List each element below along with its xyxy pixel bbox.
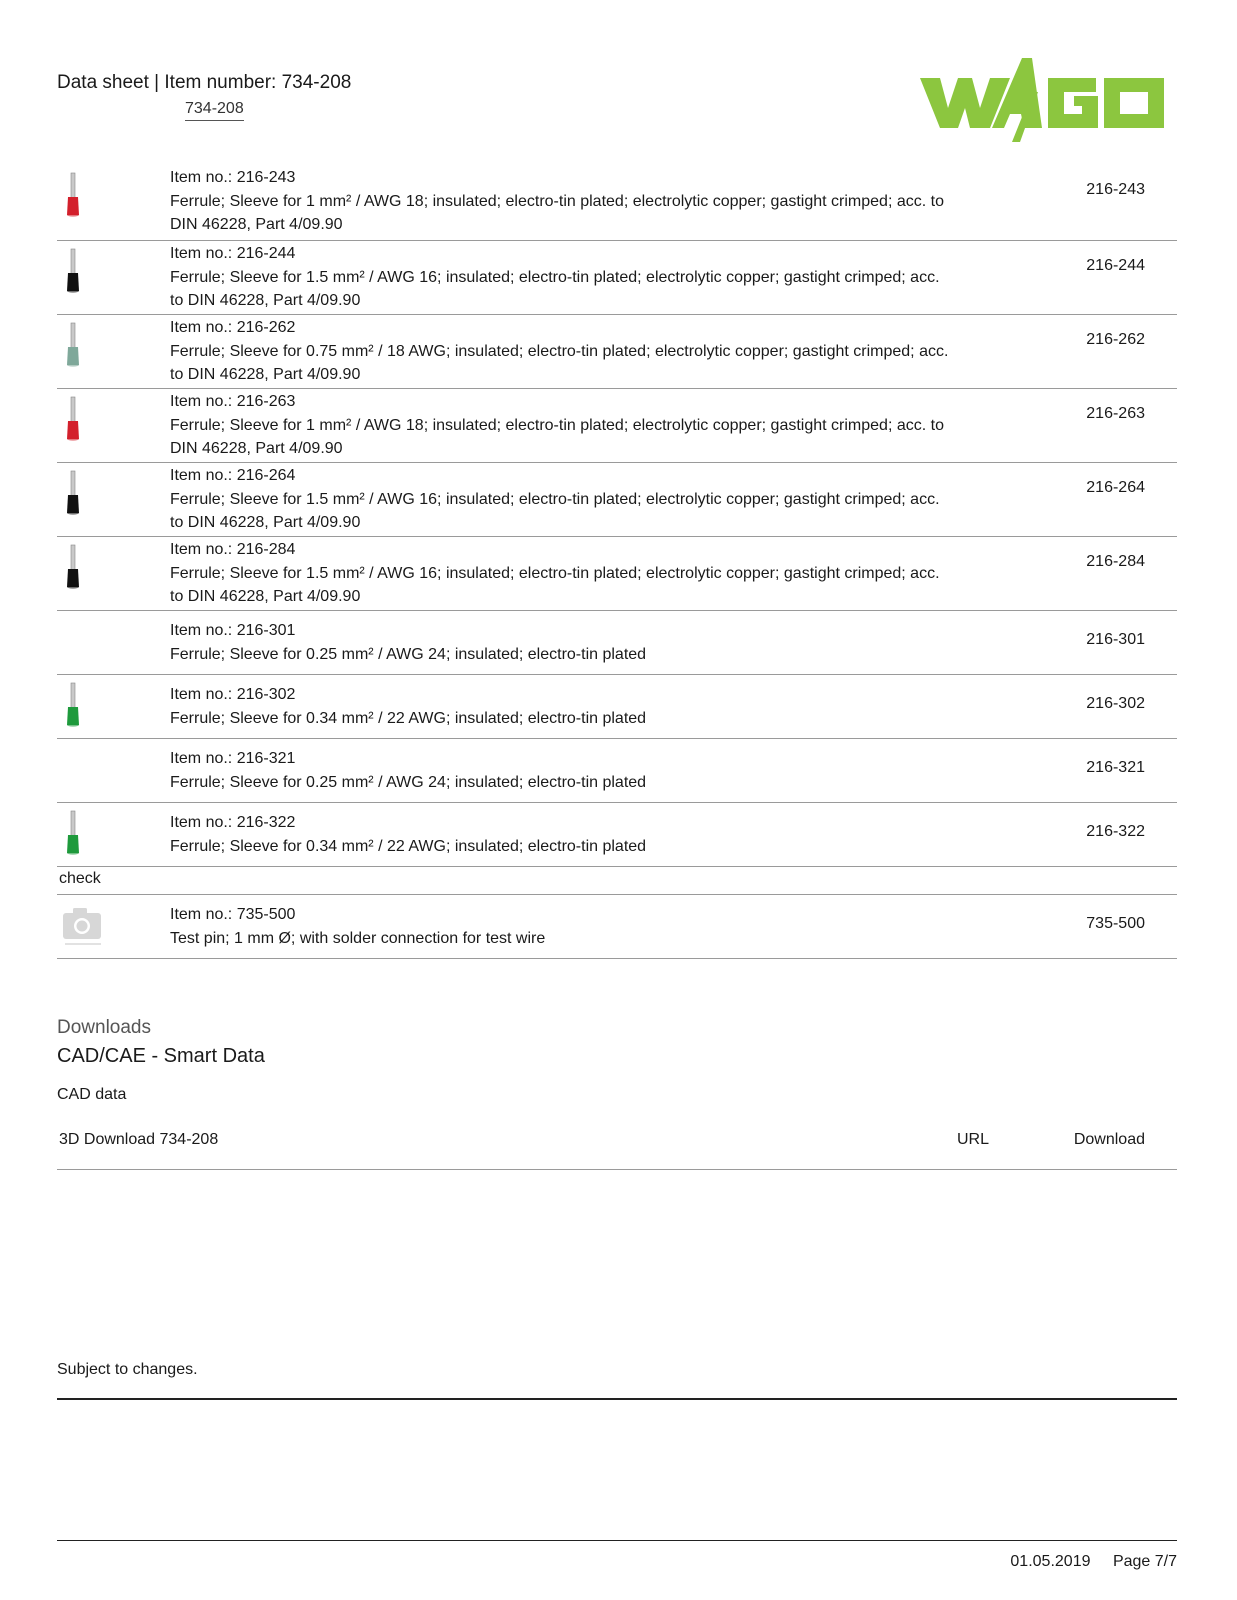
- item-description: Ferrule; Sleeve for 0.25 mm² / AWG 24; insulated; electro-tin plated: [170, 645, 647, 663]
- item-description: Ferrule; Sleeve for 0.34 mm² / 22 AWG; insulated; electro-tin plated: [170, 709, 647, 727]
- item-description: Ferrule; Sleeve for 1.5 mm² / AWG 16; insulated; electro-tin plated; electrolytic copper; gastight crimped; acc. to DIN 46228, Part 4/09.90: [170, 564, 940, 605]
- item-number-label: Item no.: 216-321: [170, 750, 296, 767]
- downloads-heading: Downloads: [57, 1017, 151, 1038]
- item-number: 216-301: [1086, 631, 1145, 648]
- item-description-block: [170, 464, 950, 535]
- item-number-label: Item no.: 216-284: [170, 541, 296, 558]
- ferrule-icon: [61, 809, 85, 857]
- item-description-block: [170, 390, 950, 461]
- item-description: Ferrule; Sleeve for 1.5 mm² / AWG 16; insulated; electro-tin plated; electrolytic copper; gastight crimped; acc. to DIN 46228, Part 4/09.90: [170, 490, 940, 531]
- item-number-label: Item no.: 216-302: [170, 686, 296, 703]
- cad-section-title: CAD/CAE - Smart Data: [57, 1045, 265, 1067]
- item-number: 216-284: [1086, 553, 1145, 570]
- ferrule-icon: [61, 247, 85, 295]
- item-row: [57, 315, 1177, 389]
- item-row: [57, 895, 1177, 959]
- footer: [1010, 1553, 1177, 1571]
- item-row: [57, 165, 1177, 241]
- camera-placeholder-icon: [61, 903, 105, 947]
- item-number-label: Item no.: 216-262: [170, 319, 296, 336]
- item-number-label: Item no.: 216-263: [170, 393, 296, 410]
- download-row: [57, 1116, 1177, 1170]
- item-row: [57, 675, 1177, 739]
- item-description: Ferrule; Sleeve for 0.25 mm² / AWG 24; insulated; electro-tin plated: [170, 773, 647, 791]
- item-description-block: [170, 316, 950, 387]
- item-number: 216-263: [1086, 405, 1145, 422]
- download-link[interactable]: Download: [1073, 1131, 1145, 1148]
- ferrule-icon: [61, 681, 85, 729]
- item-description-block: [170, 619, 950, 666]
- item-number-label: Item no.: 216-243: [170, 169, 296, 186]
- item-number: 216-322: [1086, 823, 1145, 840]
- item-description-block: [170, 903, 950, 950]
- item-description: Ferrule; Sleeve for 0.34 mm² / 22 AWG; insulated; electro-tin plated: [170, 837, 647, 855]
- item-description-block: [170, 538, 950, 609]
- item-number-label: Item no.: 735-500: [170, 906, 296, 923]
- item-row: [57, 537, 1177, 611]
- footer-divider: [57, 1540, 1177, 1541]
- item-row: [57, 803, 1177, 867]
- download-type: URL: [957, 1131, 990, 1148]
- divider: [57, 1398, 1177, 1400]
- footer-date: 01.05.2019: [1010, 1553, 1091, 1570]
- item-description-block: [170, 747, 950, 794]
- item-description: Ferrule; Sleeve for 1.5 mm² / AWG 16; insulated; electro-tin plated; electrolytic copper; gastight crimped; acc. to DIN 46228, Part 4/09.90: [170, 268, 940, 309]
- item-number-label: Item no.: 216-301: [170, 622, 296, 639]
- ferrule-icon: [61, 469, 85, 517]
- cad-data-label: CAD data: [57, 1086, 127, 1103]
- item-number: 216-243: [1086, 181, 1145, 198]
- footer-page: Page 7/7: [1112, 1553, 1177, 1570]
- item-number-label: Item no.: 216-244: [170, 245, 296, 262]
- wago-logo: [920, 58, 1176, 142]
- item-description-block: [170, 811, 950, 858]
- section-label-check: check: [57, 867, 1177, 895]
- item-row: [57, 739, 1177, 803]
- item-row: [57, 389, 1177, 463]
- subject-to-changes: Subject to changes.: [57, 1361, 198, 1378]
- ferrule-icon: [61, 171, 85, 219]
- item-row: [57, 241, 1177, 315]
- item-number: 216-244: [1086, 257, 1145, 274]
- item-description: Test pin; 1 mm Ø; with solder connection for test wire: [170, 929, 546, 947]
- ferrule-icon: [61, 543, 85, 591]
- item-number-label: Item no.: 216-264: [170, 467, 296, 484]
- item-number: 216-262: [1086, 331, 1145, 348]
- ferrule-icon: [61, 395, 85, 443]
- item-number-label: Item no.: 216-322: [170, 814, 296, 831]
- item-description-block: [170, 242, 950, 313]
- item-number: 216-264: [1086, 479, 1145, 496]
- item-number: 216-321: [1086, 759, 1145, 776]
- accessories-table: [57, 165, 1177, 959]
- item-description: Ferrule; Sleeve for 1 mm² / AWG 18; insulated; electro-tin plated; electrolytic copper; gastight crimped; acc. to DIN 46228, Part 4/09.90: [170, 192, 944, 233]
- item-description-block: [170, 166, 950, 237]
- page-title: Data sheet | Item number: 734-208: [57, 72, 352, 93]
- item-number: 735-500: [1086, 915, 1145, 932]
- item-description-block: [170, 683, 950, 730]
- item-row: [57, 463, 1177, 537]
- item-description: Ferrule; Sleeve for 0.75 mm² / 18 AWG; insulated; electro-tin plated; electrolytic copper; gastight crimped; acc. to DIN 46228, Part 4/09.90: [170, 342, 949, 383]
- item-row: [57, 611, 1177, 675]
- ferrule-icon: [61, 321, 85, 369]
- item-description: Ferrule; Sleeve for 1 mm² / AWG 18; insulated; electro-tin plated; electrolytic copper; gastight crimped; acc. to DIN 46228, Part 4/09.90: [170, 416, 944, 457]
- item-number: 216-302: [1086, 695, 1145, 712]
- page-subtitle: 734-208: [185, 100, 244, 121]
- download-name: 3D Download 734-208: [59, 1131, 219, 1148]
